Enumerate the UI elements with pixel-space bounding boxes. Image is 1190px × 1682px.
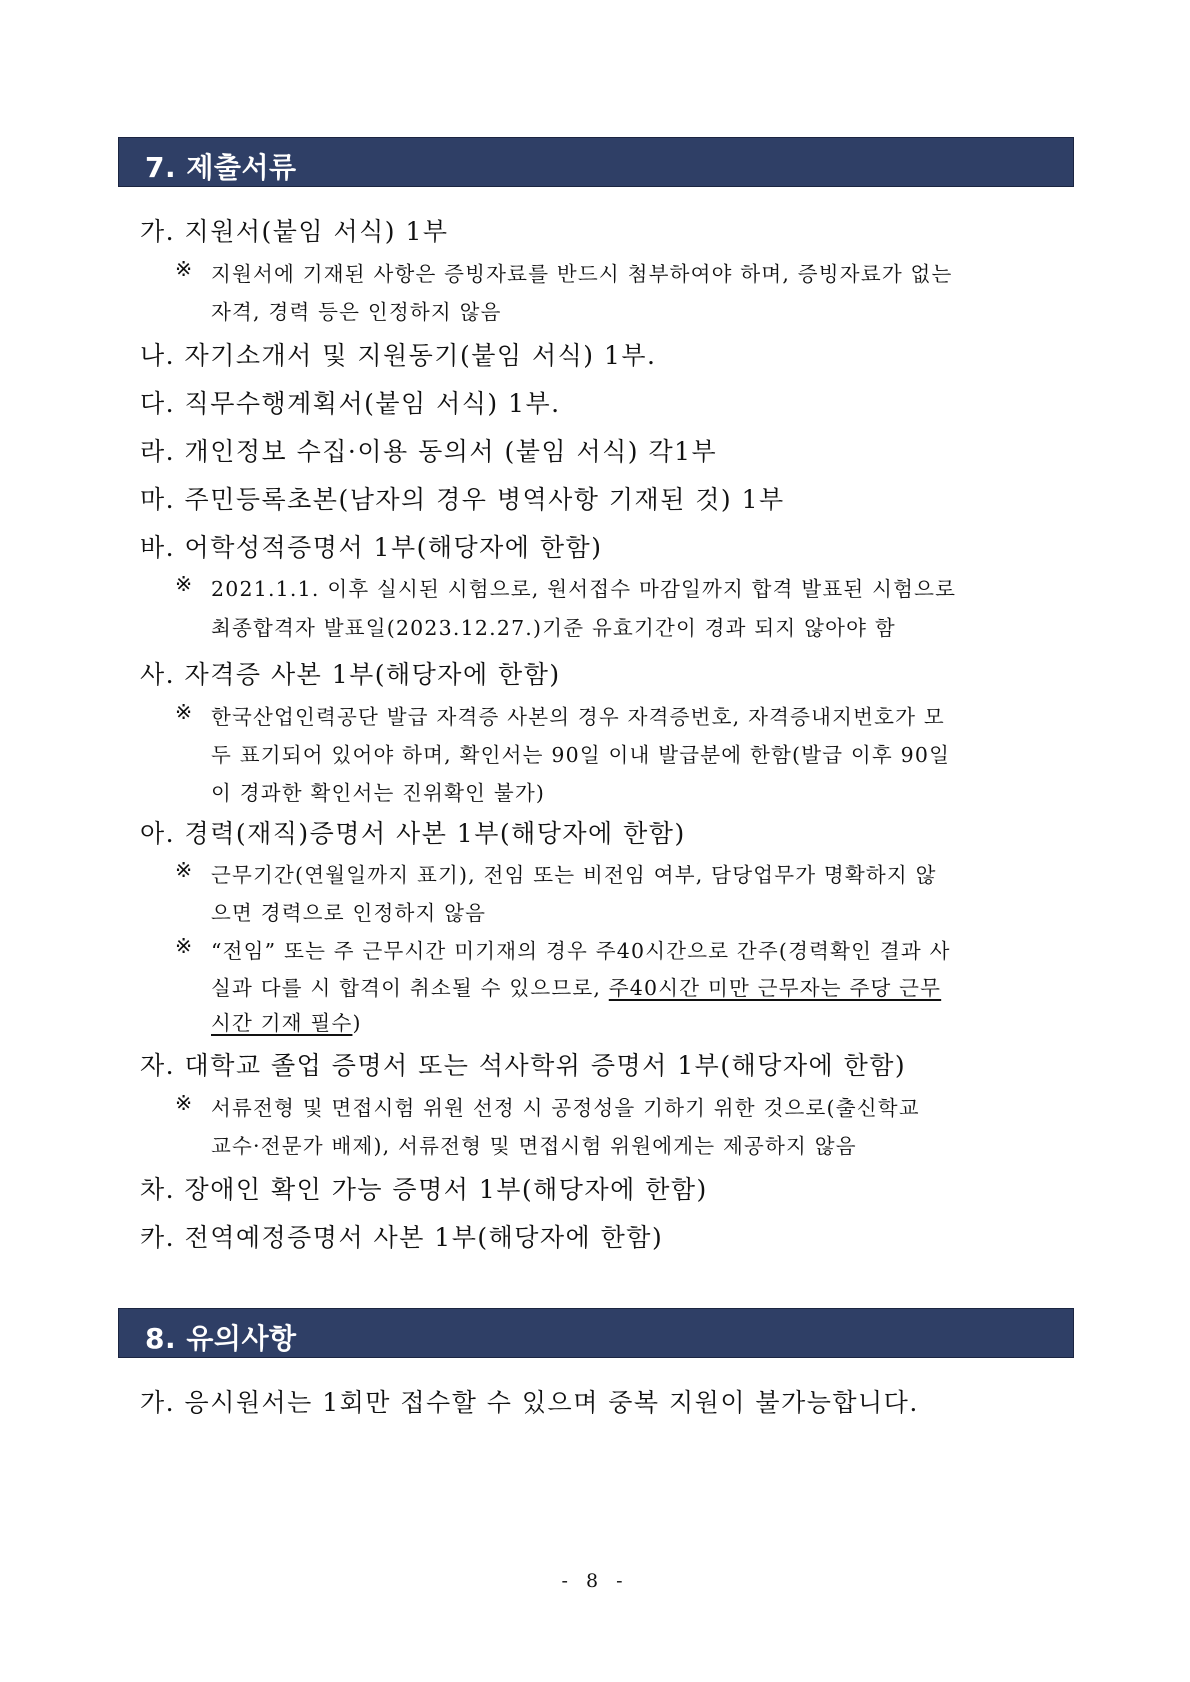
item-cha-disability-cert: 차. 장애인 확인 가능 증명서 1부(해당자에 한함) bbox=[140, 1175, 708, 1204]
note-mark: ※ bbox=[175, 1091, 194, 1115]
item-ga-application-form: 가. 지원서(붙임 서식) 1부 bbox=[140, 217, 449, 246]
item-ga-notice-single-application: 가. 응시원서는 1회만 접수할 수 있으며 중복 지원이 불가능합니다. bbox=[140, 1388, 919, 1417]
note-text-plain: 실과 다를 시 합격이 취소될 수 있으므로, bbox=[211, 976, 609, 1000]
note-text: 2021.1.1. 이후 실시된 시험으로, 원서접수 마감일까지 합격 발표된 시험으로 bbox=[211, 577, 957, 601]
note-ja-1-cont: 교수·전문가 배제), 서류전형 및 면접시험 위원에게는 제공하지 않음 bbox=[211, 1134, 857, 1158]
note-sa-1-cont1: 두 표기되어 있어야 하며, 확인서는 90일 이내 발급분에 한함(발급 이후 90일 bbox=[211, 743, 951, 767]
note-ga-1-cont: 자격, 경력 등은 인정하지 않음 bbox=[211, 300, 502, 324]
page-number: - 8 - bbox=[561, 1570, 629, 1592]
note-sa-1-cont2: 이 경과한 확인서는 진위확인 불가) bbox=[211, 781, 546, 805]
item-ka-discharge-cert: 카. 전역예정증명서 사본 1부(해당자에 한함) bbox=[140, 1223, 664, 1252]
note-text-plain: ) bbox=[352, 1011, 362, 1035]
note-text-underlined: 시간 기재 필수 bbox=[211, 1011, 353, 1035]
item-ja-degree-cert: 자. 대학교 졸업 증명서 또는 석사학위 증명서 1부(해당자에 한함) bbox=[140, 1051, 907, 1080]
note-mark: ※ bbox=[175, 934, 194, 958]
note-a-1-cont: 으면 경력으로 인정하지 않음 bbox=[211, 901, 487, 925]
note-text: 지원서에 기재된 사항은 증빙자료를 반드시 첨부하여야 하며, 증빙자료가 없는 bbox=[211, 262, 953, 286]
item-ra-privacy-consent: 라. 개인정보 수집·이용 동의서 (붙임 서식) 각1부 bbox=[140, 437, 718, 466]
note-text: 서류전형 및 면접시험 위원 선정 시 공정성을 기하기 위한 것으로(출신학교 bbox=[211, 1096, 920, 1120]
item-na-self-intro: 나. 자기소개서 및 지원동기(붙임 서식) 1부. bbox=[140, 341, 657, 370]
note-mark: ※ bbox=[175, 257, 194, 281]
section-8-title: 8. 유의사항 bbox=[145, 1322, 297, 1355]
note-a-2-cont1 bbox=[211, 971, 1075, 1001]
item-sa-license-copy: 사. 자격증 사본 1부(해당자에 한함) bbox=[140, 660, 561, 689]
note-mark: ※ bbox=[175, 858, 194, 882]
item-da-job-plan: 다. 직무수행계획서(붙임 서식) 1부. bbox=[140, 389, 561, 418]
note-mark: ※ bbox=[175, 700, 194, 724]
item-ba-language-cert: 바. 어학성적증명서 1부(해당자에 한함) bbox=[140, 533, 603, 562]
note-text: “전임” 또는 주 근무시간 미기재의 경우 주40시간으로 간주(경력확인 결과 사 bbox=[211, 939, 951, 963]
note-ba-1-cont: 최종합격자 발표일(2023.12.27.)기준 유효기간이 경과 되지 않아야 함 bbox=[211, 616, 896, 640]
section-7-title: 7. 제출서류 bbox=[145, 151, 297, 184]
note-mark: ※ bbox=[175, 572, 194, 596]
note-a-2-cont2 bbox=[211, 1006, 1075, 1036]
section-7-header bbox=[118, 137, 1074, 187]
note-text: 한국산업인력공단 발급 자격증 사본의 경우 자격증번호, 자격증내지번호가 모 bbox=[211, 705, 945, 729]
note-text-underlined: 주40시간 미만 근무자는 주당 근무 bbox=[608, 976, 942, 1000]
section-8-header bbox=[118, 1308, 1074, 1358]
item-ma-resident-record: 마. 주민등록초본(남자의 경우 병역사항 기재된 것) 1부 bbox=[140, 485, 785, 514]
note-text: 근무기간(연월일까지 표기), 전임 또는 비전임 여부, 담당업무가 명확하지 않 bbox=[211, 863, 937, 887]
item-a-career-cert: 아. 경력(재직)증명서 사본 1부(해당자에 한함) bbox=[140, 819, 686, 848]
